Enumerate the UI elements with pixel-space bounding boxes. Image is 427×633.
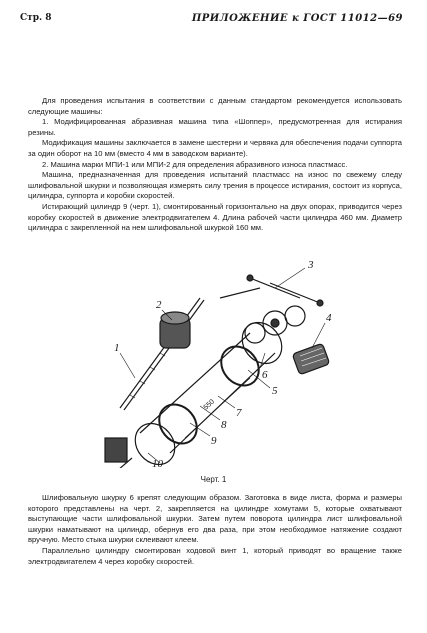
paragraph: Для проведения испытания в соответствии с данным стандартом рекомендуется использовать следующие машины: (28, 96, 402, 116)
page-header-title: ПРИЛОЖЕНИЕ к ГОСТ 11012—69 (191, 13, 403, 24)
paragraph: Истирающий цилиндр 9 (черт. 1), смонтированный горизонтально на двух опорах, приводится через коробку скоростей в движение электродвигателем 4. Длина рабочей части цилиндра 460 мм. Диаметр цилиндра с закрепленной на нем шлифовальной шкуркой 160 мм. (28, 201, 402, 233)
figure-label-2: 2 (156, 299, 162, 311)
paragraph: 2. Машина марки МПИ-1 или МПИ-2 для определения абразивного износа пластмасс. (42, 159, 348, 169)
paragraph: Модификация машины заключается в замене шестерни и червяка для обеспечения подачи суппорта за один оборот на 10 мм (вместо 4 мм в заводском варианте). (28, 138, 402, 158)
machine-drawing (100, 258, 350, 468)
figure-label-6: 6 (262, 369, 268, 381)
figure-label-5: 5 (272, 385, 278, 397)
figure-label-7: 7 (236, 407, 242, 419)
electric-motor (292, 343, 330, 375)
figure-caption: Черт. 1 (200, 475, 227, 484)
page-number: Стр. 8 (20, 13, 52, 23)
bottom-text-block (28, 493, 402, 567)
figure-label-1: 1 (114, 342, 120, 354)
abrasive-cylinder (140, 333, 275, 453)
paragraph: 1. Модифицированная абразивная машина типа «Шоппер», предусмотренная для истирания резины. (28, 117, 402, 137)
dimension-label: 550 (202, 398, 217, 412)
top-text-block (28, 96, 402, 234)
paragraph: Машина, предназначенная для проведения испытаний пластмасс на износ по свежему следу шлифовальной шкурки и позволяющая измерять силу трения в процессе истирания, состоит из корпуса, цилиндра, суппорта и коробки скоростей. (28, 170, 402, 201)
figure-label-3: 3 (308, 259, 314, 271)
paragraph: Шлифовальную шкурку 6 крепят следующим образом. Заготовка в виде листа, форма и размеры которого представлены на черт. 2, закрепляется на цилиндре хомутами 5, которые охватывают выступающие части шлифовальной шкурки. Затем путем поворота цилиндра лист шлифовальной шкурки наматывают на цилиндр, обернув его два раза, при этом необходимое натяжение создают вручную. Место стыка шкурки склеивают клеем. (28, 493, 402, 545)
paragraph: Параллельно цилиндру смонтирован ходовой винт 1, который приводят во вращение также электродвигателем 4 через коробку скоростей. (28, 545, 402, 566)
figure-label-8: 8 (221, 419, 227, 431)
figure-label-4: 4 (326, 312, 332, 324)
figure-label-9: 9 (211, 435, 217, 447)
machine-drawing-svg (100, 258, 350, 468)
figure-label-10: 10 (152, 458, 163, 468)
